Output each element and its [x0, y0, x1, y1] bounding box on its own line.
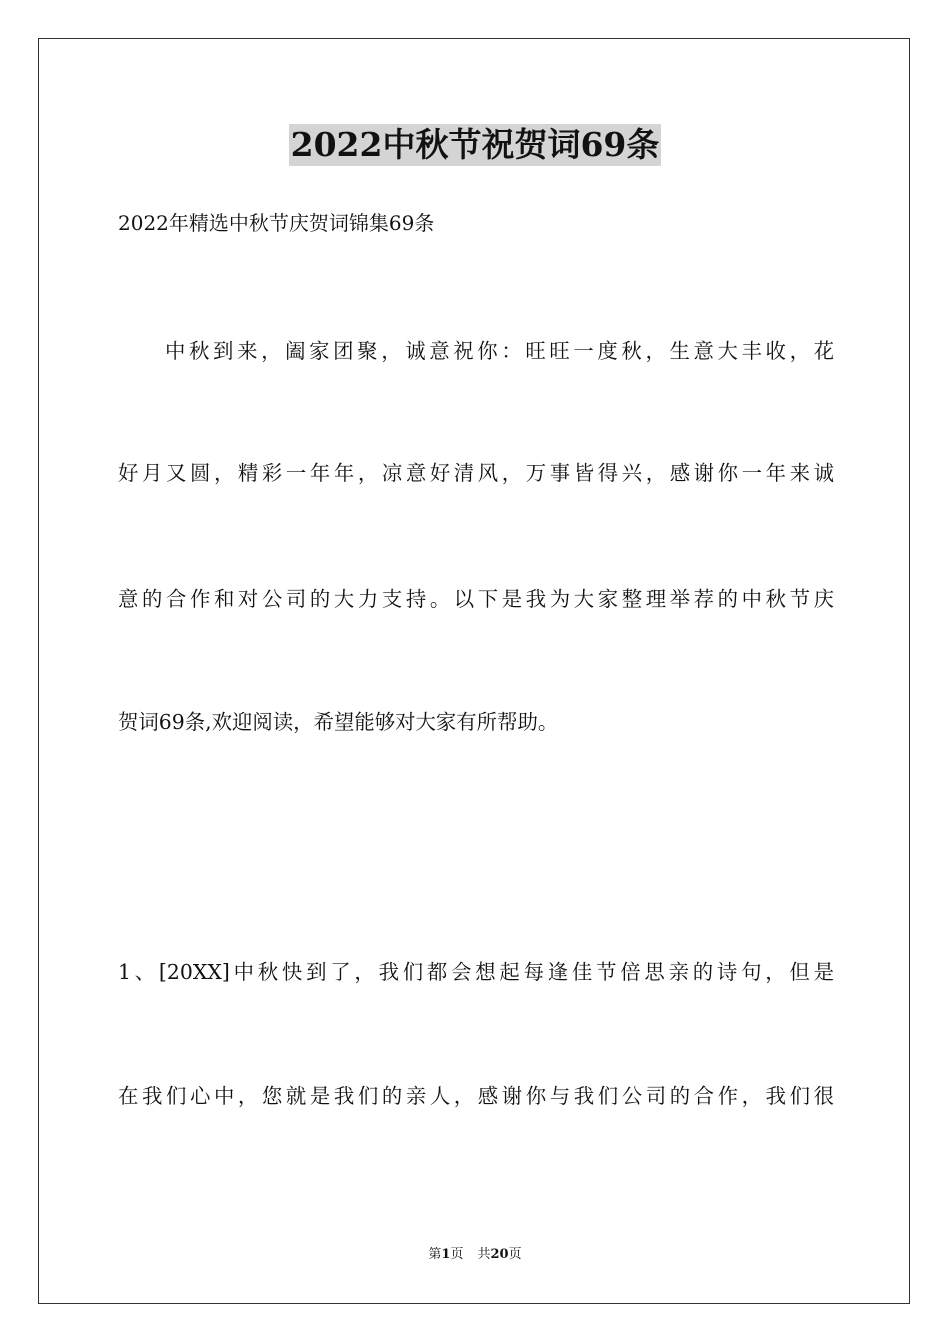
- page-footer: [0, 1245, 950, 1265]
- intro-line-1: 中秋到来，阖家团聚，诚意祝你：旺旺一度秋，生意大丰收，花: [165, 339, 834, 363]
- item-1-line-2: 在我们心中，您就是我们的亲人，感谢你与我们公司的合作，我们很: [118, 1084, 834, 1108]
- intro-line-2: 好月又圆，精彩一年年，凉意好清风，万事皆得兴，感谢你一年来诚: [118, 461, 834, 485]
- footer-page-number: 1: [441, 1247, 451, 1262]
- footer-total-suffix: 页: [508, 1247, 522, 1262]
- footer-total-prefix: 共: [477, 1247, 491, 1262]
- intro-line-3: 意的合作和对公司的大力支持。以下是我为大家整理举荐的中秋节庆: [118, 587, 834, 611]
- intro-line-4: 贺词69条,欢迎阅读，希望能够对大家有所帮助。: [118, 710, 559, 734]
- document-subtitle: 2022年精选中秋节庆贺词锦集69条: [118, 211, 435, 235]
- footer-page-suffix: 页: [450, 1247, 464, 1262]
- footer-page-prefix: 第: [428, 1247, 442, 1262]
- title-container: [0, 124, 950, 166]
- document-title: 2022中秋节祝贺词69条: [290, 125, 660, 164]
- item-1-line-1: 1、[20XX]中秋快到了，我们都会想起每逢佳节倍思亲的诗句，但是: [118, 960, 834, 984]
- footer-total-pages: 20: [490, 1247, 509, 1262]
